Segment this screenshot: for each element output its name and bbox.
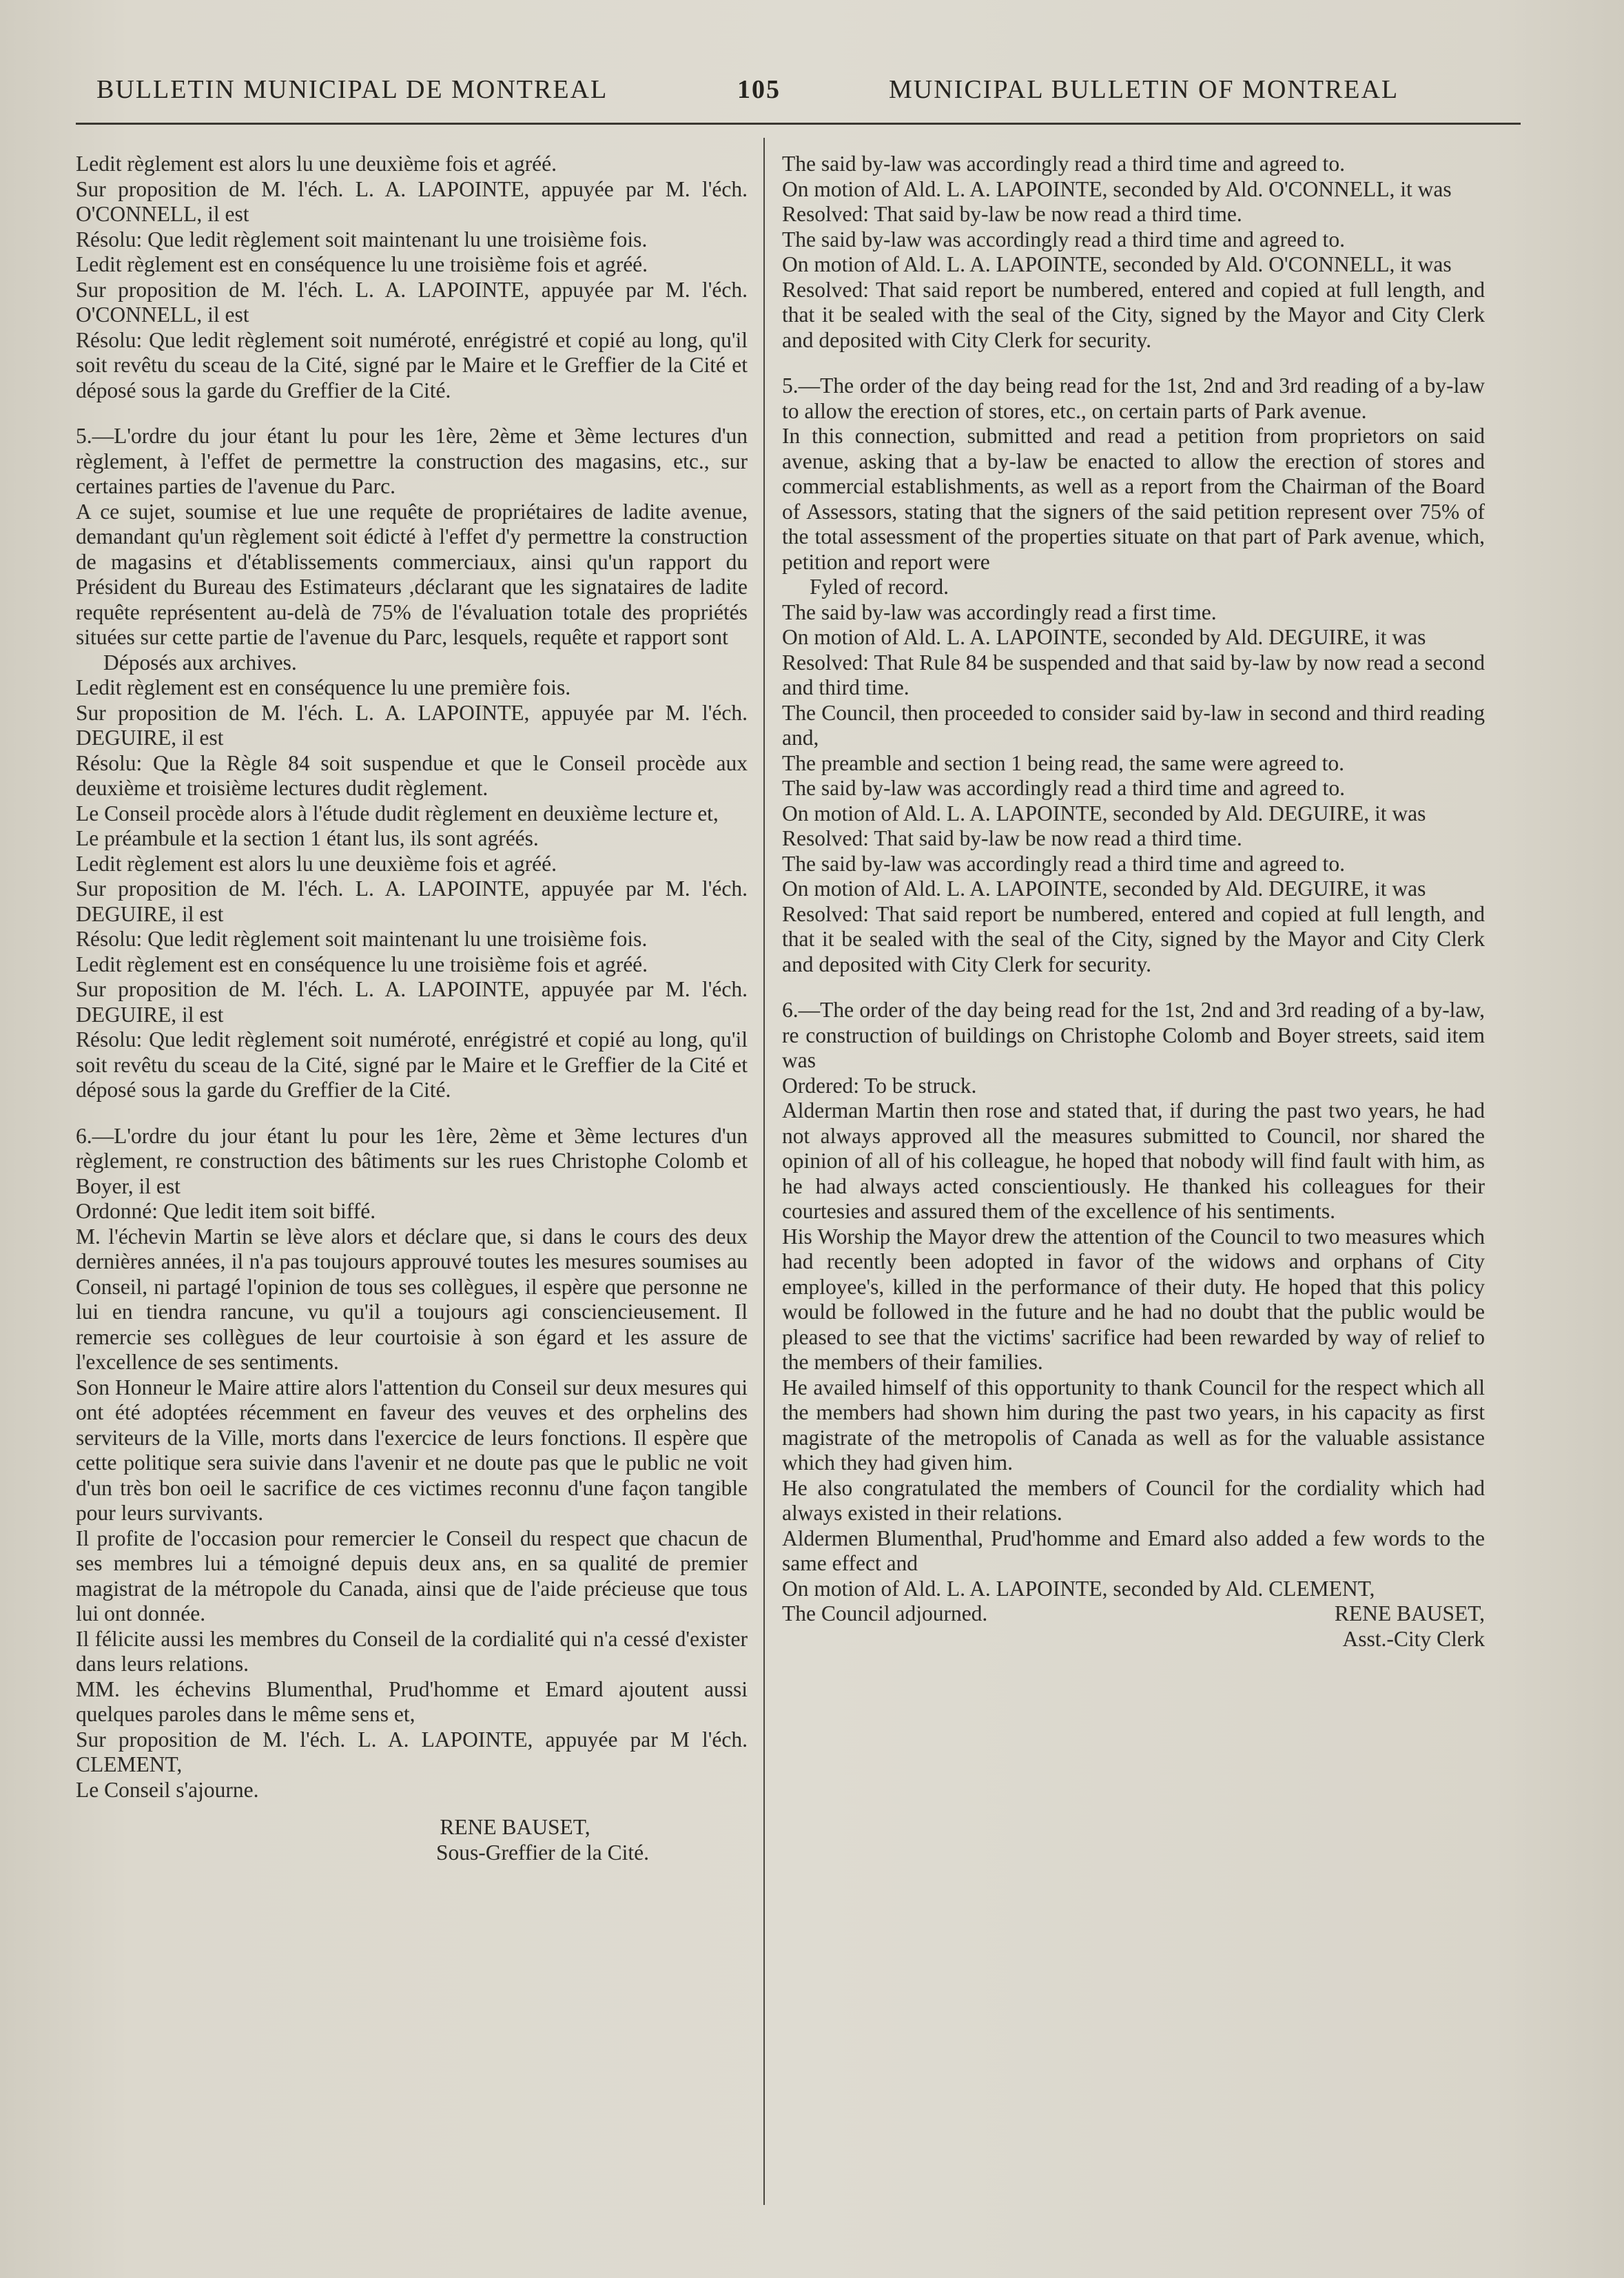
paragraph: Ledit règlement est alors lu une deuxième fois et agréé. <box>76 152 557 176</box>
paragraph: Le préambule et la section 1 étant lus, ils sont agréés. <box>76 826 539 850</box>
signature-block-fr <box>76 1815 748 1865</box>
paragraph: Le Conseil s'ajourne. <box>76 1777 259 1802</box>
english-column <box>782 152 1485 1652</box>
header-french-title: BULLETIN MUNICIPAL DE MONTREAL <box>96 75 608 104</box>
paragraph: The said by-law was accordingly read a third time and agreed to. <box>782 776 1345 800</box>
paragraph: On motion of Ald. L. A. LAPOINTE, seconded by Ald. DEGUIRE, it was <box>782 625 1426 649</box>
paragraph: Resolved: That said by-law be now read a third time. <box>782 202 1242 226</box>
paragraph: MM. les échevins Blumenthal, Prud'homme et Emard ajoutent aussi quelques paroles dans le même sens et, <box>76 1676 748 1726</box>
paragraph: Résolu: Que la Règle 84 soit suspendue et que le Conseil procède aux deuxième et troisième lectures dudit règlement. <box>76 750 748 800</box>
signature-block-en <box>782 1601 1485 1652</box>
signatory-title: Asst.-City Clerk <box>1342 1626 1485 1651</box>
paragraph: He also congratulated the members of Council for the cordiality which had always existed in their relations. <box>782 1475 1485 1525</box>
paragraph: Il félicite aussi les membres du Conseil de la cordialité qui n'a cessé d'exister dans leurs relations. <box>76 1626 748 1676</box>
paragraph: Fyled of record. <box>810 575 949 599</box>
paragraph: Sur proposition de M. l'éch. L. A. LAPOINTE, appuyée par M. l'éch. O'CONNELL, il est <box>76 176 748 226</box>
paragraph: Ledit règlement est en conséquence lu une troisième fois et agréé. <box>76 252 648 276</box>
paragraph: Aldermen Blumenthal, Prud'homme and Emard also added a few words to the same effect and <box>782 1526 1485 1575</box>
signatory-name: RENE BAUSET, <box>440 1815 590 1839</box>
paragraph: Sur proposition de M. l'éch. L. A. LAPOINTE, appuyée par M. l'éch. DEGUIRE, il est <box>76 700 748 750</box>
paragraph: M. l'échevin Martin se lève alors et déclare que, si dans le cours des deux dernières années, il n'a pas toujours approuvé toutes les mesures soumises au Conseil, ni partagé l'opinion de tous ses collègues, il espère que personne ne lui en tiendra rancune, vu qu'il a toujours agi consciencieusement. Il remercie ses collègues de leur courtoisie à son égard et les assure de l'excellence de ses sentiments. <box>76 1224 748 1374</box>
paragraph: Déposés aux archives. <box>103 650 297 675</box>
paragraph: Resolved: That Rule 84 be suspended and that said by-law by now read a second and third time. <box>782 650 1485 699</box>
paragraph: Alderman Martin then rose and stated that, if during the past two years, he had not always approved all the measures submitted to Council, nor shared the opinion of all of his colleague, he hoped that nobody will find fault with him, as he had always acted conscientiously. He thanked his colleagues for their courtesies and assured them of the excellence of his sentiments. <box>782 1098 1485 1223</box>
paragraph: 5.—The order of the day being read for the 1st, 2nd and 3rd reading of a by-law to allow the erection of stores, etc., on certain parts of Park avenue. <box>782 373 1485 423</box>
paragraph: On motion of Ald. L. A. LAPOINTE, seconded by Ald. O'CONNELL, it was <box>782 176 1452 201</box>
paragraph: Sur proposition de M. l'éch. L. A. LAPOINTE, appuyée par M l'éch. CLEMENT, <box>76 1727 748 1776</box>
header-rule <box>76 123 1521 125</box>
column-divider <box>763 138 765 2205</box>
signatory-title: Sous-Greffier de la Cité. <box>435 1840 650 1865</box>
page-header <box>76 74 1500 116</box>
paragraph: His Worship the Mayor drew the attention of the Council to two measures which had recently been adopted in favor of the widows and orphans of City employee's, killed in the performance of their duty. He hoped that this policy would be followed in the future and he had no doubt that the public would be pleased to see that the victims' sacrifice had been rewarded by way of relief to the members of their families. <box>782 1224 1485 1374</box>
paragraph: The preamble and section 1 being read, the same were agreed to. <box>782 750 1345 775</box>
page-number: 105 <box>737 75 781 104</box>
paragraph: The said by-law was accordingly read a third time and agreed to. <box>782 851 1345 876</box>
paragraph: The Council, then proceeded to consider said by-law in second and third reading and, <box>782 700 1485 750</box>
paragraph: Sur proposition de M. l'éch. L. A. LAPOINTE, appuyée par M. l'éch. O'CONNELL, il est <box>76 277 748 327</box>
paragraph: Ledit règlement est alors lu une deuxième fois et agréé. <box>76 851 557 876</box>
paragraph: On motion of Ald. L. A. LAPOINTE, seconded by Ald. CLEMENT, <box>782 1576 1375 1601</box>
paragraph: Son Honneur le Maire attire alors l'attention du Conseil sur deux mesures qui ont été adoptées récemment en faveur des veuves et des orphelins des serviteurs de la Ville, morts dans l'exercice de leurs fonctions. Il espère que cette politique sera suivie dans l'avenir et ne doute pas que le public ne voit d'un très bon oeil le sacrifice de ces victimes reconnu d'une façon tangible pour leurs survivants. <box>76 1375 748 1525</box>
paragraph: On motion of Ald. L. A. LAPOINTE, seconded by Ald. DEGUIRE, it was <box>782 876 1426 901</box>
paragraph: 6.—The order of the day being read for the 1st, 2nd and 3rd reading of a by-law, re construction of buildings on Christophe Colomb and Boyer streets, said item was <box>782 998 1485 1072</box>
paragraph: Ledit règlement est en conséquence lu une troisième fois et agréé. <box>76 952 648 976</box>
paragraph: On motion of Ald. L. A. LAPOINTE, seconded by Ald. O'CONNELL, it was <box>782 252 1452 276</box>
header-english-title: MUNICIPAL BULLETIN OF MONTREAL <box>889 75 1399 104</box>
paragraph: Résolu: Que ledit règlement soit numéroté, enrégistré et copié au long, qu'il soit revêtu du sceau de la Cité, signé par le Maire et le Greffier de la Cité et déposé sous la garde du Greffier de la Cité. <box>76 1027 748 1102</box>
paragraph: On motion of Ald. L. A. LAPOINTE, seconded by Ald. DEGUIRE, it was <box>782 801 1426 825</box>
paragraph: The said by-law was accordingly read a third time and agreed to. <box>782 227 1345 252</box>
paragraph: Sur proposition de M. l'éch. L. A. LAPOINTE, appuyée par M. l'éch. DEGUIRE, il est <box>76 977 748 1027</box>
paragraph: Résolu: Que ledit règlement soit maintenant lu une troisième fois. <box>76 927 648 951</box>
paragraph: A ce sujet, soumise et lue une requête de propriétaires de ladite avenue, demandant qu'un règlement soit édicté à l'effet d'y permettre la construction de magasins et d'établissements commerciaux, ainsi qu'un rapport du Président du Bureau des Estimateurs ,déclarant que les signataires de ladite requête représentent au-delà de 75% de l'évaluation totale des propriétés situées sur cette partie de l'avenue du Parc, lesquels, requête et rapport sont <box>76 499 748 649</box>
paragraph: Résolu: Que ledit règlement soit maintenant lu une troisième fois. <box>76 227 648 252</box>
paragraph: Resolved: That said report be numbered, entered and copied at full length, and that it be sealed with the seal of the City, signed by the Mayor and City Clerk and deposited with City Clerk for security. <box>782 277 1485 352</box>
paragraph: Le Conseil procède alors à l'étude dudit règlement en deuxième lecture et, <box>76 801 719 825</box>
paragraph: Il profite de l'occasion pour remercier le Conseil du respect que chacun de ses membres lui a témoigné depuis deux ans, en sa qualité de premier magistrat de la métropole du Canada, ainsi que de l'aide précieuse que tous lui ont donnée. <box>76 1526 748 1625</box>
signatory-name: RENE BAUSET, <box>1334 1601 1485 1625</box>
french-column <box>76 152 748 1865</box>
paragraph: The said by-law was accordingly read a third time and agreed to. <box>782 152 1345 176</box>
paragraph: The Council adjourned. <box>782 1601 988 1625</box>
paragraph: 6.—L'ordre du jour étant lu pour les 1ère, 2ème et 3ème lectures d'un règlement, re construction des bâtiments sur les rues Christophe Colomb et Boyer, il est <box>76 1123 748 1198</box>
paragraph: Ordered: To be struck. <box>782 1073 977 1098</box>
paragraph: Résolu: Que ledit règlement soit numéroté, enrégistré et copié au long, qu'il soit revêtu du sceau de la Cité, signé par le Maire et le Greffier de la Cité et déposé sous la garde du Greffier de la Cité. <box>76 327 748 402</box>
paragraph: Ordonné: Que ledit item soit biffé. <box>76 1199 376 1223</box>
paragraph: In this connection, submitted and read a petition from proprietors on said avenue, asking that a by-law be enacted to allow the erection of stores and commercial establishments, as well as a report from the Chairman of the Board of Assessors, stating that the signers of the said petition represent over 75% of the total assessment of the properties situate on that part of Park avenue, which, petition and report were <box>782 424 1485 574</box>
paragraph: Resolved: That said report be numbered, entered and copied at full length, and that it be sealed with the seal of the City, signed by the Mayor and City Clerk and deposited with City Clerk for security. <box>782 901 1485 976</box>
paragraph: Ledit règlement est en conséquence lu une première fois. <box>76 675 571 699</box>
paragraph: Sur proposition de M. l'éch. L. A. LAPOINTE, appuyée par M. l'éch. DEGUIRE, il est <box>76 876 748 926</box>
paragraph: He availed himself of this opportunity to thank Council for the respect which all the members had shown him during the past two years, in his capacity as first magistrate of the metropolis of Canada as well as for the valuable assistance which they had given him. <box>782 1375 1485 1475</box>
paragraph: Resolved: That said by-law be now read a third time. <box>782 826 1242 850</box>
signatory <box>1335 1601 1485 1652</box>
paragraph: The said by-law was accordingly read a first time. <box>782 599 1217 624</box>
paragraph: 5.—L'ordre du jour étant lu pour les 1ère, 2ème et 3ème lectures d'un règlement, à l'effet de permettre la construction des magasins, etc., sur certaines parties de l'avenue du Parc. <box>76 424 748 498</box>
